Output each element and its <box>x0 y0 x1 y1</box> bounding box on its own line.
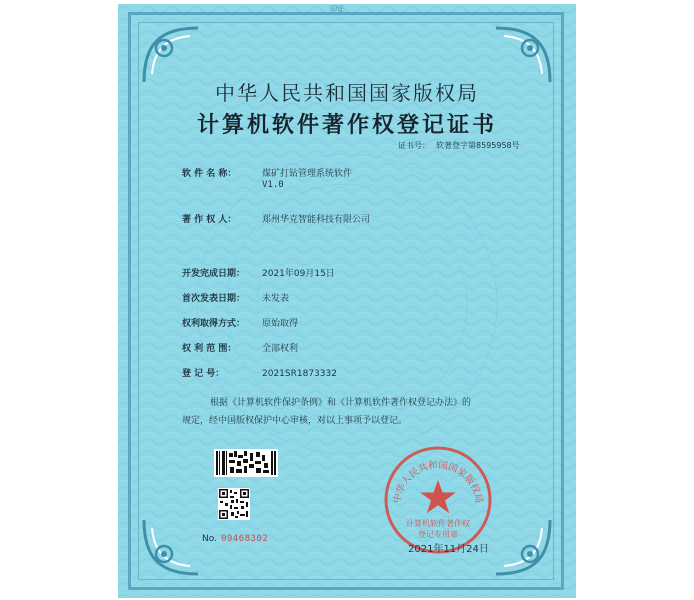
field-label: 登 记 号： <box>182 369 225 379</box>
corner-ornament-bottom-right <box>492 516 554 578</box>
legal-statement <box>182 394 532 430</box>
seal-inner-line-2: 登记专用章 <box>418 530 458 539</box>
legal-line-2: 规定，经中国版权保护中心审核，对以上事项予以登记。 <box>182 416 408 426</box>
certificate-title: 计算机软件著作权登记证书 <box>196 112 497 138</box>
field-rights-scope <box>182 341 298 354</box>
field-label: 首次发表日期： <box>182 294 246 304</box>
field-label: 开发完成日期： <box>182 269 246 279</box>
certificate <box>118 4 576 598</box>
issue-date: 2021年11月24日 <box>408 544 489 555</box>
field-software-name <box>182 166 352 179</box>
serial-number-label: No. <box>202 534 217 544</box>
certificate-number-label: 证书号： <box>398 141 430 150</box>
serial-number-value: 09468302 <box>220 534 269 544</box>
field-first-publication <box>182 291 289 304</box>
legal-line-1: 根据《计算机软件保护条例》和《计算机软件著作权登记办法》的 <box>210 398 472 408</box>
issuing-authority: 中华人民共和国国家版权局 <box>215 81 479 105</box>
field-acquisition-method <box>182 316 298 329</box>
software-version: V1.0 <box>262 180 284 190</box>
qr-code-image <box>218 488 250 520</box>
field-registration-number <box>182 366 337 379</box>
field-label: 软 件 名 称： <box>182 169 237 179</box>
seal-star-icon <box>420 480 456 513</box>
serial-number <box>202 534 268 544</box>
field-label: 权 利 范 围： <box>182 344 237 354</box>
field-label: 著 作 权 人： <box>182 215 237 225</box>
field-value: 2021年09月15日 <box>262 269 335 279</box>
header-mark: 印证 <box>330 5 344 13</box>
field-value: 原始取得 <box>262 319 299 329</box>
seal-inner-line-1: 计算机软件著作权 <box>406 519 470 528</box>
certificate-number-value: 软著登字第8595958号 <box>436 141 520 150</box>
field-value: 煤矿打钻管理系统软件 <box>262 169 353 179</box>
field-copyright-owner <box>182 212 370 225</box>
field-value: 全部权利 <box>262 344 299 354</box>
seal-ring-text: 中华人民共和国国家版权局 <box>391 459 485 505</box>
field-value: 2021SR1873332 <box>262 369 337 379</box>
field-completion-date <box>182 266 335 279</box>
certificate-number <box>398 140 520 151</box>
barcode-image <box>214 449 278 477</box>
field-value: 未发表 <box>262 294 290 304</box>
field-label: 权利取得方式： <box>182 319 246 329</box>
field-value: 郑州华克智能科技有限公司 <box>262 215 371 225</box>
corner-ornament-bottom-left <box>140 516 202 578</box>
